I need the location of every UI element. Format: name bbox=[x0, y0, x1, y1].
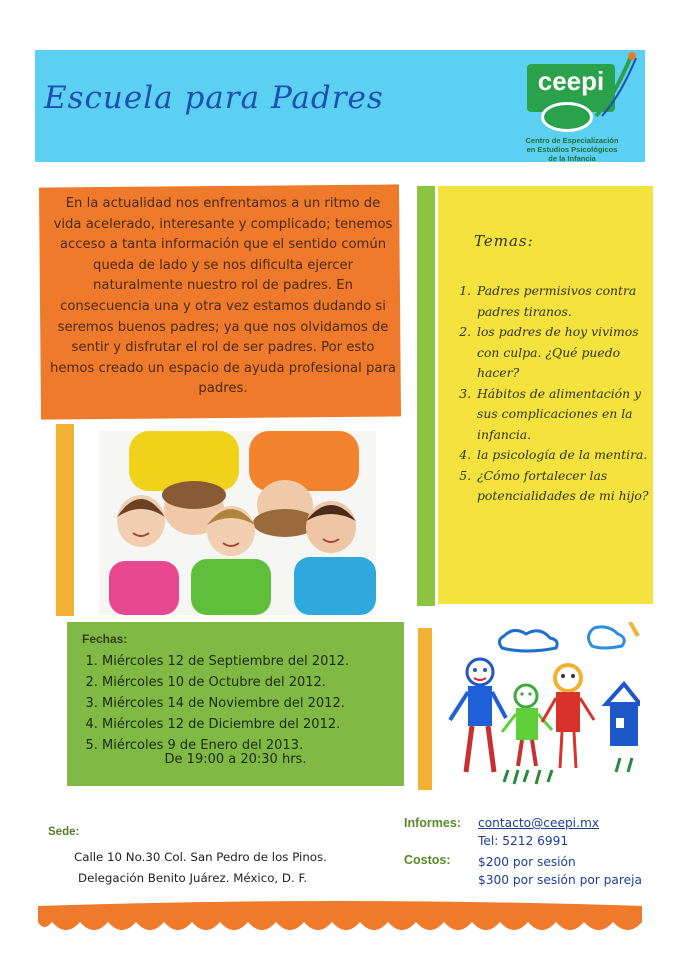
costo-couple: $300 por sesión por pareja bbox=[478, 873, 642, 887]
logo-caption bbox=[520, 136, 624, 163]
temas-item: 4. la psicología de la mentira. bbox=[475, 445, 651, 466]
children-photo bbox=[99, 431, 376, 615]
logo-swoosh-icon bbox=[592, 48, 640, 118]
temas-list bbox=[455, 281, 651, 507]
temas-item: 3. Hábitos de alimentación y sus complicaciones en la infancia. bbox=[475, 384, 651, 446]
temas-item: 1. Padres permisivos contra padres tiranos. bbox=[475, 281, 651, 322]
temas-heading: Temas: bbox=[474, 232, 534, 250]
logo-caption-line: en Estudios Psicológicos bbox=[526, 145, 618, 154]
scalloped-footer-band bbox=[38, 896, 642, 940]
sede-label: Sede: bbox=[48, 826, 80, 838]
fecha-item: 4. Miércoles 12 de Diciembre del 2012. bbox=[102, 714, 402, 735]
intro-text: En la actualidad nos enfrentamos a un ritmo de vida acelerado, interesante y complicado; tenemos acceso a tanta información que el sentido común queda de lado y se nos dificulta ejercer naturalmente nuestro rol de padres. En consecuencia una y otra vez estamos dudando si seremos buenos padres; ya que nos olvidamos de sentir y disfrutar el rol de ser padres. Por esto hemos creado un espacio de ayuda profesional para padres. bbox=[50, 196, 396, 397]
fechas-hours: De 19:00 a 20:30 hrs. bbox=[164, 752, 307, 767]
fechas-heading: Fechas: bbox=[82, 632, 128, 646]
children-drawing-illustration bbox=[444, 622, 640, 792]
page-title: Escuela para Padres bbox=[44, 80, 384, 116]
fecha-item: 1. Miércoles 12 de Septiembre del 2012. bbox=[102, 651, 402, 672]
costos-values bbox=[478, 853, 642, 889]
sede-address bbox=[74, 847, 327, 889]
green-separator-bar bbox=[417, 186, 435, 606]
costos-label: Costos: bbox=[404, 853, 451, 867]
temas-item: 2. los padres de hoy vivimos con culpa. ¿Qué puedo hacer? bbox=[475, 322, 651, 384]
fecha-item: 5. Miércoles 9 de Enero del 2013. bbox=[102, 735, 402, 756]
logo-ellipse-icon bbox=[541, 102, 593, 132]
drawing-accent-bar bbox=[418, 628, 432, 790]
costo-single: $200 por sesión bbox=[478, 855, 576, 869]
fechas-list bbox=[82, 651, 402, 756]
informes-label: Informes: bbox=[404, 816, 461, 830]
logo-wordmark: ceepi bbox=[537, 66, 605, 96]
fecha-item: 2. Miércoles 10 de Octubre del 2012. bbox=[102, 672, 402, 693]
sede-address-line: Calle 10 No.30 Col. San Pedro de los Pinos. bbox=[74, 850, 327, 864]
logo-caption-line: de la Infancia bbox=[548, 154, 596, 163]
sede-address-line: Delegación Benito Juárez. México, D. F. bbox=[78, 871, 308, 885]
temas-item: 5. ¿Cómo fortalecer las potencialidades de mi hijo? bbox=[475, 466, 651, 507]
contact-phone: Tel: 5212 6991 bbox=[478, 834, 569, 848]
fecha-item: 3. Miércoles 14 de Noviembre del 2012. bbox=[102, 693, 402, 714]
logo-caption-line: Centro de Especialización bbox=[525, 136, 619, 145]
photo-accent-bar bbox=[56, 424, 74, 616]
contact-email-link[interactable]: contacto@ceepi.mx bbox=[478, 816, 600, 830]
